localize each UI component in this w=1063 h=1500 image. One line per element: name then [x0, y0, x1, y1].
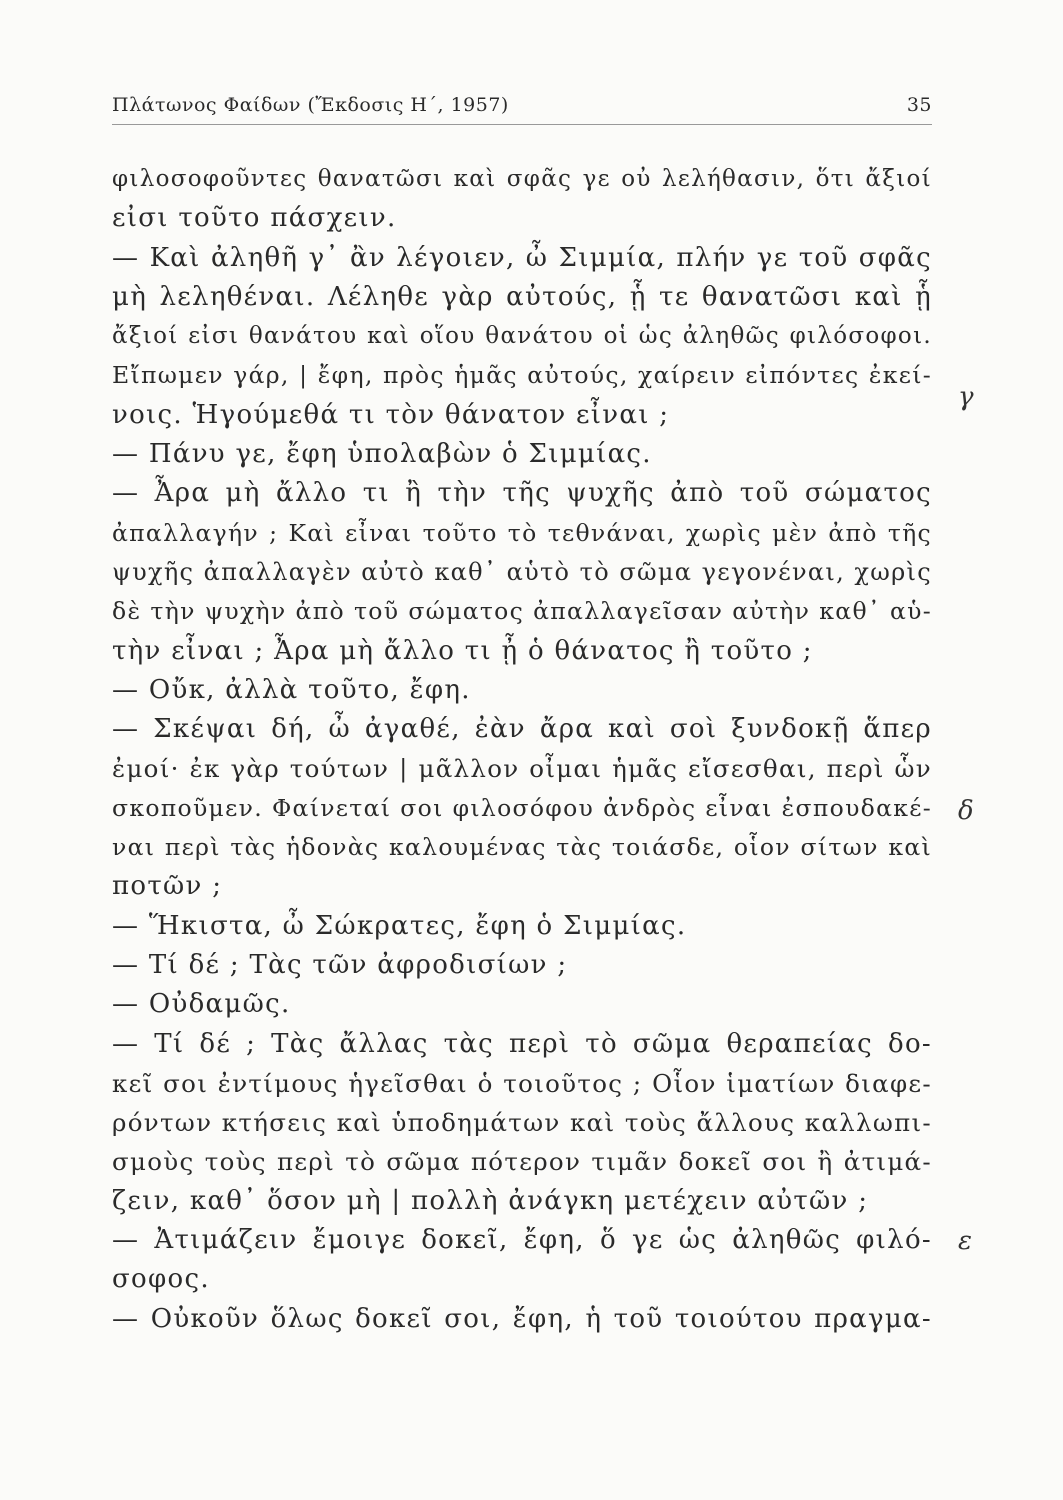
header-rule — [112, 124, 932, 125]
text-line: ποτῶν ; — [112, 871, 223, 902]
text-line: σμοὺς τοὺς περὶ τὸ σῶμα πότερον τιμᾶν δοκεῖ σοι ἢ ἀτιμά- — [112, 1147, 932, 1177]
text-line: ρόντων κτήσεις καὶ ὑποδημάτων καὶ τοὺς ἄλλους καλλωπι- — [112, 1108, 932, 1138]
text-line: νοις. Ἡγούμεθά τι τὸν θάνατον εἶναι ; — [112, 399, 670, 430]
text-line: ζειν, καθ᾽ ὅσον μὴ | πολλὴ ἀνάγκη μετέχειν αὐτῶν ; — [112, 1185, 869, 1216]
text-line: σκοποῦμεν. Φαίνεταί σοι φιλοσόφου ἀνδρὸς εἶναι ἐσπουδακέ- — [112, 793, 932, 822]
text-line: — Τί δέ ; Τὰς ἄλλας τὰς περὶ τὸ σῶμα θεραπείας δο- — [112, 1028, 932, 1059]
text-line: σοφος. — [112, 1264, 210, 1295]
text-line: ναι περὶ τὰς ἡδονὰς καλουμένας τὰς τοιάσδε, οἷον σίτων καὶ — [112, 833, 932, 862]
text-line: — Πάνυ γε, ἔφη ὑπολαβὼν ὁ Σιμμίας. — [112, 439, 652, 470]
text-line: — Ἥκιστα, ὦ Σώκρατες, ἔφη ὁ Σιμμίας. — [112, 910, 687, 941]
text-line: δὲ τὴν ψυχὴν ἀπὸ τοῦ σώματος ἀπαλλαγεῖσαν αὐτὴν καθ᾽ αὑ- — [112, 597, 932, 626]
text-line: — Ἆρα μὴ ἄλλο τι ἢ τὴν τῆς ψυχῆς ἀπὸ τοῦ σώματος — [112, 478, 932, 509]
text-line: — Καὶ ἀληθῆ γ᾽ ἂν λέγοιεν, ὦ Σιμμία, πλήν γε τοῦ σφᾶς — [112, 242, 932, 273]
text-line: τὴν εἶναι ; Ἆρα μὴ ἄλλο τι ᾖ ὁ θάνατος ἢ τοῦτο ; — [112, 635, 813, 666]
body-text — [112, 160, 932, 1339]
text-line: — Οὔκ, ἀλλὰ τοῦτο, ἔφη. — [112, 674, 471, 705]
text-line: ψυχῆς ἀπαλλαγὲν αὐτὸ καθ᾽ αὑτὸ τὸ σῶμα γεγονέναι, χωρὶς — [112, 557, 932, 586]
text-line: — Ἀτιμάζειν ἔμοιγε δοκεῖ, ἔφη, ὅ γε ὡς ἀληθῶς φιλό- — [112, 1225, 932, 1256]
text-line: ἐμοί· ἐκ γὰρ τούτων | μᾶλλον οἶμαι ἡμᾶς εἴσεσθαι, περὶ ὧν — [112, 754, 932, 784]
text-line: ἄξιοί εἰσι θανάτου καὶ οἵου θανάτου οἱ ὡς ἀληθῶς φιλόσοφοι. — [112, 323, 932, 350]
text-line: — Οὐκοῦν ὅλως δοκεῖ σοι, ἔφη, ἡ τοῦ τοιούτου πραγμα- — [112, 1303, 932, 1334]
text-line: — Τί δέ ; Τὰς τῶν ἀφροδισίων ; — [112, 949, 568, 980]
text-line: μὴ λεληθέναι. Λέληθε γὰρ αὐτούς, ᾗ τε θανατῶσι καὶ ᾗ — [112, 281, 932, 312]
page-number: 35 — [906, 94, 932, 116]
running-title: Πλάτωνος Φαίδων (Ἔκδοσις Η΄, 1957) — [112, 94, 509, 116]
margin-section-delta: δ — [958, 796, 974, 826]
running-header — [112, 94, 932, 122]
margin-section-gamma: γ — [958, 382, 974, 412]
text-line: — Οὐδαμῶς. — [112, 989, 291, 1020]
margin-section-epsilon: ε — [958, 1226, 972, 1256]
text-line: ἀπαλλαγήν ; Καὶ εἶναι τοῦτο τὸ τεθνάναι, χωρὶς μὲν ἀπὸ τῆς — [112, 518, 932, 547]
text-line: — Σκέψαι δή, ὦ ἀγαθέ, ἐὰν ἄρα καὶ σοὶ ξυνδοκῇ ἅπερ — [112, 714, 932, 745]
text-line: φιλοσοφοῦντες θανατῶσι καὶ σφᾶς γε οὐ λελήθασιν, ὅτι ἄξιοί — [112, 166, 932, 192]
text-line: εἰσι τοῦτο πάσχειν. — [112, 203, 397, 234]
text-line: Εἴπωμεν γάρ, | ἔφη, πρὸς ἡμᾶς αὐτούς, χαίρειν εἰπόντες ἐκεί- — [112, 361, 932, 390]
text-line: κεῖ σοι ἐντίμους ἡγεῖσθαι ὁ τοιοῦτος ; Οἷον ἱματίων διαφε- — [112, 1068, 932, 1098]
